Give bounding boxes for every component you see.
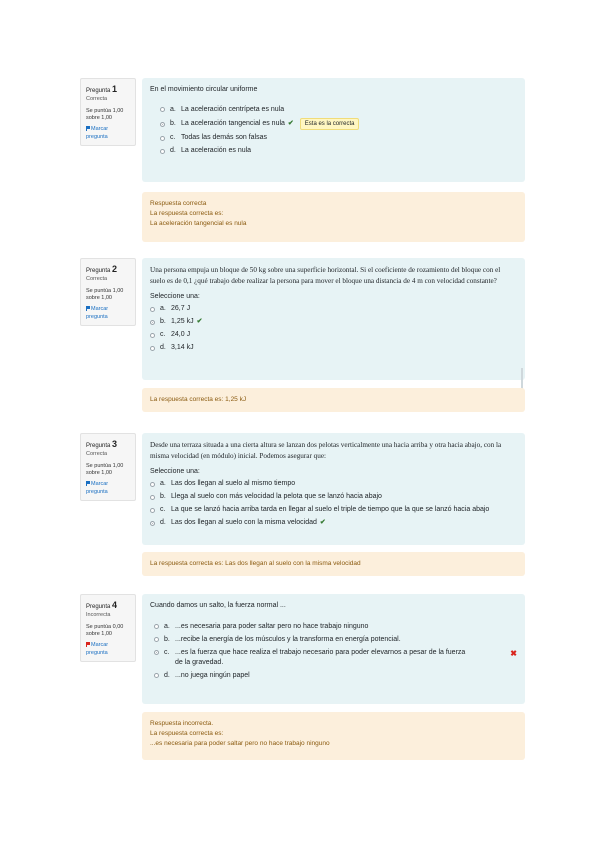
flag-icon [86,306,90,311]
question-state: Correcta [86,276,108,283]
flag-icon [86,126,90,131]
radio-button[interactable] [150,346,155,351]
flag-question-link[interactable]: Marcar pregunta [86,306,109,320]
answer-options [150,479,517,528]
question-number: Pregunta 1 [86,84,118,94]
question-number: Pregunta 3 [86,439,118,449]
question-state: Incorrecta [86,612,111,619]
radio-button[interactable] [160,107,165,112]
question-number: Pregunta 4 [86,600,118,610]
question-3-info [80,433,136,501]
question-grade: Se puntúa 1,00 sobre 1,00 [86,107,124,121]
question-1-formulation [142,78,525,182]
answer-options [150,622,517,681]
answer-options [150,304,517,353]
check-icon: ✔ [287,120,294,128]
question-3-feedback [142,552,525,576]
radio-button[interactable] [150,320,155,325]
answer-option-a[interactable]: a. 26,7 J [150,304,517,314]
question-1-feedback [142,192,525,242]
question-text: Una persona empuja un bloque de 50 kg sobre una superficie horizontal. Si el coeficiente de rozamiento del bloque con el suelo es de 0,1 ¿qué trabajo debe realizar la persona para mover el bloque una distancia de 4 m con velocidad constante? [150,266,501,286]
radio-button[interactable] [154,637,159,642]
answer-option-b[interactable]: b. Llega al suelo con más velocidad la pelota que se lanzó hacia abajo [150,492,517,502]
select-prompt: Seleccione una: [150,468,200,476]
flag-question-link[interactable]: Marcar pregunta [86,642,109,656]
question-4-feedback [142,712,525,760]
feedback-line: La respuesta correcta es: [150,209,224,217]
cross-icon: ✖ [510,648,517,658]
feedback-line: La aceleración tangencial es nula [150,219,247,227]
feedback-title: Respuesta correcta [150,200,207,207]
answer-option-d[interactable]: d. 3,14 kJ [150,343,517,353]
question-4-info [80,594,136,662]
radio-button[interactable] [150,521,155,526]
radio-button[interactable] [150,482,155,487]
feedback-line: La respuesta correcta es: 1,25 kJ [150,396,247,403]
answer-option-c[interactable]: c. La que se lanzó hacia arriba tarda en llegar al suelo el triple de tiempo que la que se lanzó hacia abajo [150,505,517,515]
correct-chip: Esta es la correcta [300,118,360,130]
answer-option-a[interactable]: a. La aceleración centrípeta es nula [160,105,517,115]
answer-option-c[interactable]: c. ...es la fuerza que hace realiza el trabajo necesario para poder elevarnos a pesar de la fuerza de la gravedad. ✖ [154,648,517,668]
answer-option-a[interactable]: a. Las dos llegan al suelo al mismo tiempo [150,479,517,489]
question-text: Desde una terraza situada a una cierta altura se lanzan dos pelotas verticalmente una hacia arriba y otra hacia abajo, con la misma velocidad (en módulo) inicial. Podemos asegurar que: [150,441,502,461]
radio-button[interactable] [160,122,165,127]
radio-button[interactable] [154,650,159,655]
radio-button[interactable] [154,624,159,629]
radio-button[interactable] [154,673,159,678]
radio-button[interactable] [160,136,165,141]
answer-option-d[interactable]: d. ...no juega ningún papel [154,670,517,680]
flag-icon [86,642,90,647]
question-number: Pregunta 2 [86,264,118,274]
question-grade: Se puntúa 1,00 sobre 1,00 [86,287,124,301]
check-icon: ✔ [319,519,326,527]
answer-option-a[interactable]: a. ...es necesaria para poder saltar pero no hace trabajo ninguno [154,622,517,632]
flag-icon [86,481,90,486]
question-3-formulation [142,433,525,545]
select-prompt: Seleccione una: [150,293,200,301]
question-grade: Se puntúa 0,00 sobre 1,00 [86,623,124,637]
check-icon: ✔ [196,318,203,326]
question-text: Cuando damos un salto, la fuerza normal ... [150,602,286,609]
radio-button[interactable] [150,307,155,312]
question-text: En el movimiento circular uniforme [150,86,258,93]
question-2-formulation [142,258,525,380]
answer-option-b[interactable]: b. La aceleración tangencial es nula ✔ Esta es la correcta [160,118,517,130]
question-2-info [80,258,136,326]
answer-option-b[interactable]: b. 1,25 kJ ✔ [150,317,517,327]
radio-button[interactable] [150,495,155,500]
feedback-line: La respuesta correcta es: Las dos llegan al suelo con la misma velocidad [150,560,361,567]
radio-button[interactable] [160,149,165,154]
question-1-info [80,78,136,146]
flag-question-link[interactable]: Marcar pregunta [86,126,109,140]
radio-button[interactable] [150,333,155,338]
scroll-marker [521,368,523,390]
answer-option-b[interactable]: b. ...recibe la energía de los músculos y la transforma en energía potencial. [154,635,517,645]
question-4-formulation [142,594,525,704]
answer-option-c[interactable]: c. 24,0 J [150,330,517,340]
radio-button[interactable] [150,508,155,513]
feedback-line: La respuesta correcta es: [150,729,224,737]
question-state: Correcta [86,451,108,458]
question-2-feedback [142,388,525,412]
answer-option-d[interactable]: d. La aceleración es nula [160,146,517,156]
answer-option-d[interactable]: d. Las dos llegan al suelo con la misma velocidad ✔ [150,518,517,528]
feedback-line: ...es necesaria para poder saltar pero no hace trabajo ninguno [150,739,330,747]
question-state: Correcta [86,96,108,103]
question-grade: Se puntúa 1,00 sobre 1,00 [86,462,124,476]
answer-options [150,105,517,156]
feedback-title: Respuesta incorrecta. [150,720,214,727]
flag-question-link[interactable]: Marcar pregunta [86,481,109,495]
answer-option-c[interactable]: c. Todas las demás son falsas [160,133,517,143]
